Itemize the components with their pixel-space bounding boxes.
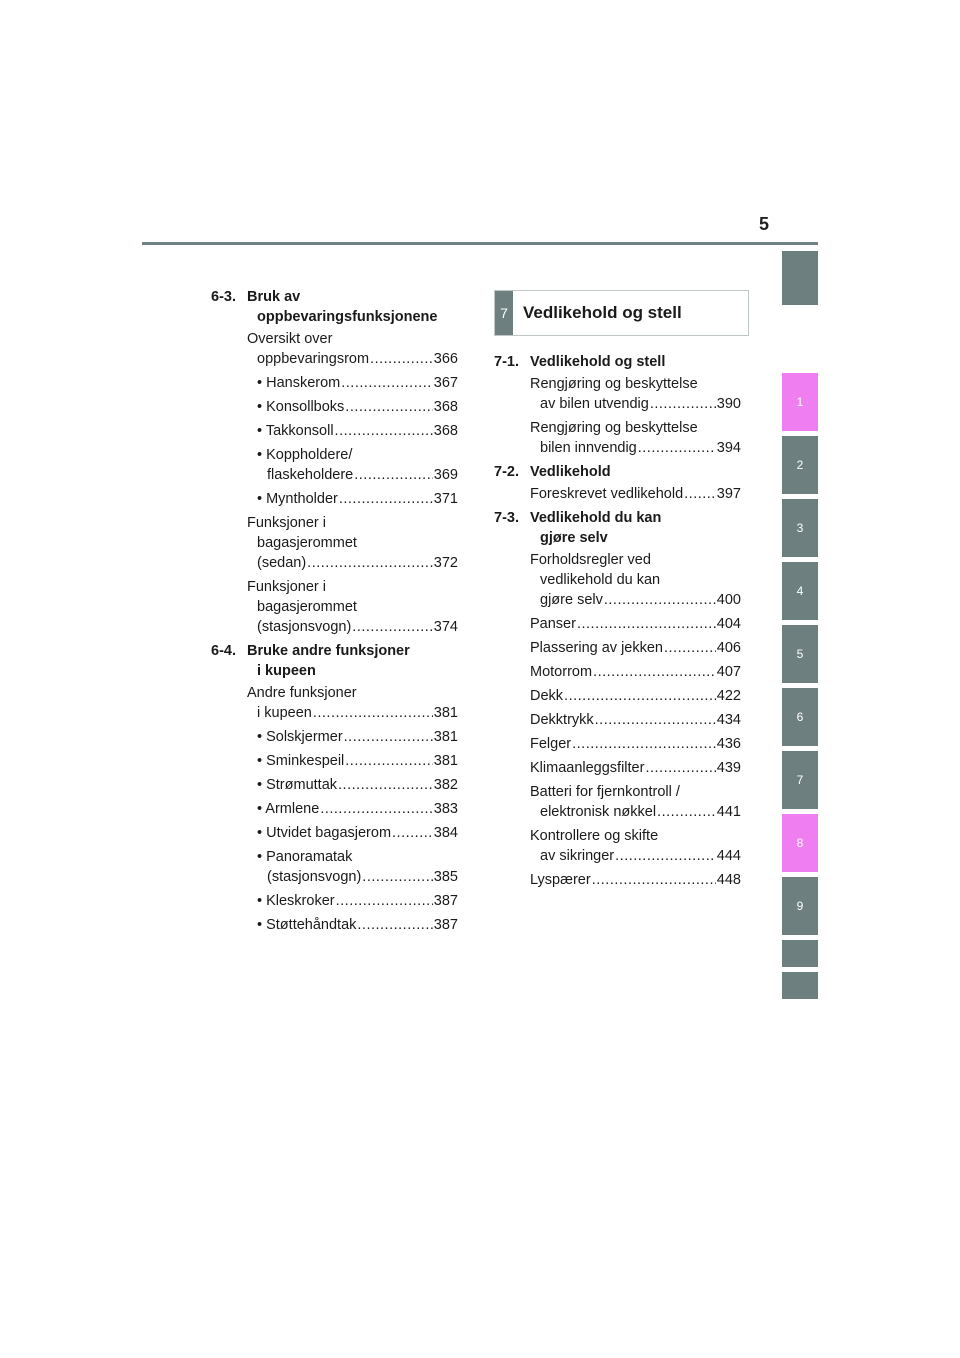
toc-entry[interactable]: Lyspærer ..... 448 bbox=[530, 870, 741, 890]
page-ref: 372 bbox=[433, 555, 458, 571]
chapter-tab-7[interactable] bbox=[782, 751, 818, 809]
chapter-tab-label: 3 bbox=[796, 521, 804, 535]
page-ref: 441 bbox=[716, 804, 741, 820]
toc-entry[interactable]: Kontrollere og skifte av sikringer ..... 444 bbox=[530, 826, 741, 866]
toc-left-column bbox=[211, 287, 458, 939]
page-ref: 407 bbox=[716, 664, 741, 680]
chapter-tab-label: 6 bbox=[796, 710, 804, 724]
chapter-tab-9[interactable] bbox=[782, 877, 818, 935]
chapter-title: Vedlikehold og stell bbox=[523, 303, 682, 322]
toc-entry[interactable]: • Hanskerom ..... 367 bbox=[257, 373, 458, 393]
page-ref: 404 bbox=[716, 616, 741, 632]
toc-entry[interactable]: • Takkonsoll ..... 368 bbox=[257, 421, 458, 441]
toc-entry[interactable]: • Strømuttak ..... 382 bbox=[257, 775, 458, 795]
toc-entry[interactable]: Batteri for fjernkontroll / elektronisk nøkkel ..... 441 bbox=[530, 782, 741, 822]
page-ref: 434 bbox=[716, 712, 741, 728]
toc-entry[interactable]: Andre funksjoner i kupeen ..... 381 bbox=[247, 683, 458, 723]
page-ref: 384 bbox=[433, 825, 458, 841]
page-ref: 374 bbox=[433, 619, 458, 635]
section-heading: 7-1. Vedlikehold og stell bbox=[494, 354, 666, 370]
chapter-tab-5[interactable] bbox=[782, 625, 818, 683]
chapter-tab-label: 5 bbox=[796, 647, 804, 661]
page-ref: 448 bbox=[716, 872, 741, 888]
toc-entry[interactable]: • Sminkespeil ..... 381 bbox=[257, 751, 458, 771]
toc-entry[interactable]: • Koppholdere/ flaskeholdere ..... 369 bbox=[257, 445, 458, 485]
page-ref: 387 bbox=[433, 917, 458, 933]
page-ref: 382 bbox=[433, 777, 458, 793]
page-ref: 422 bbox=[716, 688, 741, 704]
toc-entry[interactable]: • Solskjermer ..... 381 bbox=[257, 727, 458, 747]
toc-entry[interactable]: • Panoramatak (stasjonsvogn) ..... 385 bbox=[257, 847, 458, 887]
chapter-tab-4[interactable] bbox=[782, 562, 818, 620]
toc-entry[interactable]: Plassering av jekken ..... 406 bbox=[530, 638, 741, 658]
page-ref: 385 bbox=[433, 869, 458, 885]
header-rule bbox=[142, 242, 818, 245]
section-heading: 7-3. Vedlikehold du kan gjøre selv bbox=[494, 510, 662, 546]
chapter-tab-label: 9 bbox=[796, 899, 804, 913]
toc-entry[interactable]: Foreskrevet vedlikehold ..... 397 bbox=[530, 484, 741, 504]
page-ref: 381 bbox=[433, 705, 458, 721]
toc-entry[interactable]: Funksjoner i bagasjerommet (sedan) ..... 372 bbox=[247, 513, 458, 573]
page-ref: 387 bbox=[433, 893, 458, 909]
chapter-tab-6[interactable] bbox=[782, 688, 818, 746]
page-number: 5 bbox=[758, 214, 769, 234]
page-ref: 400 bbox=[716, 592, 741, 608]
chapter-tab-label: 8 bbox=[796, 836, 804, 850]
toc-entry[interactable]: Funksjoner i bagasjerommet (stasjonsvogn) ..... 374 bbox=[247, 577, 458, 637]
chapter-tab-label: 7 bbox=[796, 773, 804, 787]
chapter-tab-blank[interactable] bbox=[782, 251, 818, 305]
chapter-tab-blank[interactable] bbox=[782, 940, 818, 967]
toc-entry[interactable]: • Konsollboks ..... 368 bbox=[257, 397, 458, 417]
toc-entry[interactable]: • Kleskroker ..... 387 bbox=[257, 891, 458, 911]
page-ref: 371 bbox=[433, 491, 458, 507]
chapter-tab-3[interactable] bbox=[782, 499, 818, 557]
page-ref: 368 bbox=[433, 423, 458, 439]
toc-entry[interactable]: • Utvidet bagasjerom ..... 384 bbox=[257, 823, 458, 843]
chapter-heading bbox=[494, 290, 749, 336]
section-heading: 6-4. Bruke andre funksjoner i kupeen bbox=[211, 643, 410, 679]
toc-entry[interactable]: Dekktrykk ..... 434 bbox=[530, 710, 741, 730]
chapter-tab-blank[interactable] bbox=[782, 972, 818, 999]
page-ref: 381 bbox=[433, 729, 458, 745]
toc-entry[interactable]: Rengjøring og beskyttelse bilen innvendig ..... 394 bbox=[530, 418, 741, 458]
chapter-tab-label: 1 bbox=[796, 395, 804, 409]
chapter-number-badge: 7 bbox=[495, 291, 513, 335]
page-ref: 390 bbox=[716, 396, 741, 412]
toc-entry[interactable]: Oversikt over oppbevaringsrom ..... 366 bbox=[247, 329, 458, 369]
toc-entry[interactable]: • Støttehåndtak ..... 387 bbox=[257, 915, 458, 935]
page-ref: 366 bbox=[433, 351, 458, 367]
page-ref: 444 bbox=[716, 848, 741, 864]
page-ref: 381 bbox=[433, 753, 458, 769]
page-ref: 397 bbox=[716, 486, 741, 502]
toc-entry[interactable]: Motorrom ..... 407 bbox=[530, 662, 741, 682]
page-ref: 368 bbox=[433, 399, 458, 415]
toc-entry[interactable]: Panser ..... 404 bbox=[530, 614, 741, 634]
chapter-tab-label: 4 bbox=[796, 584, 804, 598]
section-heading: 6-3. Bruk av oppbevaringsfunksjonene bbox=[211, 289, 438, 325]
chapter-tab-1[interactable] bbox=[782, 373, 818, 431]
page-ref: 406 bbox=[716, 640, 741, 656]
page-ref: 383 bbox=[433, 801, 458, 817]
chapter-tab-2[interactable] bbox=[782, 436, 818, 494]
toc-right-column bbox=[494, 352, 741, 894]
page-ref: 367 bbox=[433, 375, 458, 391]
page-ref: 439 bbox=[716, 760, 741, 776]
toc-entry[interactable]: Dekk ..... 422 bbox=[530, 686, 741, 706]
toc-entry[interactable]: Klimaanleggsfilter ..... 439 bbox=[530, 758, 741, 778]
toc-entry[interactable]: Felger ..... 436 bbox=[530, 734, 741, 754]
chapter-tab-8[interactable] bbox=[782, 814, 818, 872]
page-ref: 436 bbox=[716, 736, 741, 752]
toc-entry[interactable]: • Armlene ..... 383 bbox=[257, 799, 458, 819]
toc-entry[interactable]: Forholdsregler ved vedlikehold du kan gjøre selv ..... 400 bbox=[530, 550, 741, 610]
toc-entry[interactable]: • Myntholder ..... 371 bbox=[257, 489, 458, 509]
section-heading: 7-2. Vedlikehold bbox=[494, 464, 611, 480]
page-ref: 394 bbox=[716, 440, 741, 456]
page-ref: 369 bbox=[433, 467, 458, 483]
toc-entry[interactable]: Rengjøring og beskyttelse av bilen utvendig ..... 390 bbox=[530, 374, 741, 414]
chapter-tab-label: 2 bbox=[796, 458, 804, 472]
